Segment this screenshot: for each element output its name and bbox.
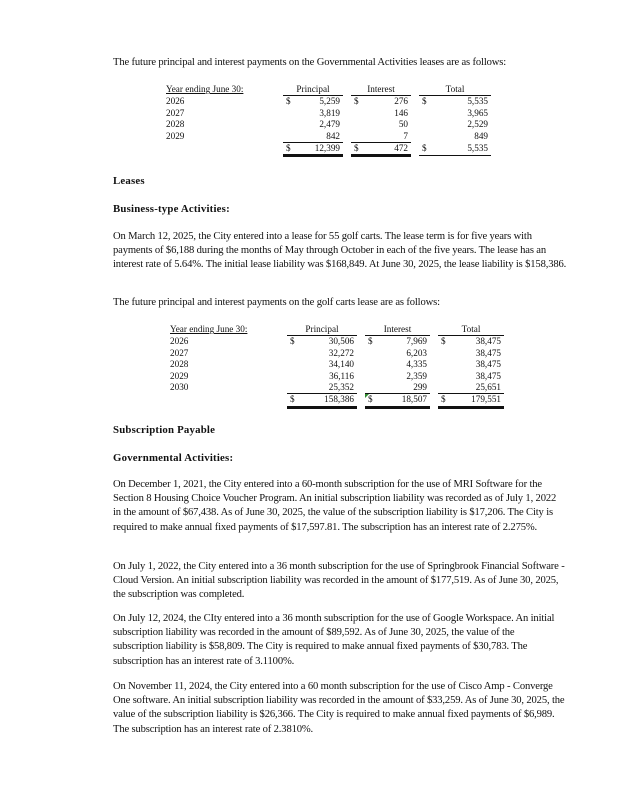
total-total: 5,535 xyxy=(467,143,488,154)
mri-subscription-paragraph: On December 1, 2021, the City entered into a 60-month subscription for the use of MRI Software for the Section 8 Housing Choice Voucher Program. An initial subscription liability was recorded as of July 1, 2022 in the amount of $67,438. As of June 30, 2025, the value of the subscription liability is $17,206. The City is required to make annual fixed payments of $17,597.81. The subscription has an interest rate of 2.275%. xyxy=(113,479,557,533)
principal-total: 12,399 xyxy=(314,143,340,154)
year-column-header: Year ending June 30: xyxy=(166,84,244,95)
interest-cell: 7,969 xyxy=(406,336,427,347)
golf-cart-lease-schedule-table xyxy=(170,324,504,409)
governmental-lease-schedule-table xyxy=(166,84,491,157)
section-heading-subscription-payable: Subscription Payable xyxy=(113,424,216,436)
year-cell: 2029 xyxy=(170,370,189,381)
table-row xyxy=(170,371,504,382)
table-row xyxy=(170,359,504,370)
interest-column-header: Interest xyxy=(351,84,411,96)
currency-symbol: $ xyxy=(422,143,427,154)
table-row xyxy=(166,119,491,130)
year-cell: 2028 xyxy=(166,119,185,130)
currency-symbol: $ xyxy=(368,336,373,347)
currency-symbol: $ xyxy=(422,96,427,107)
interest-cell: 7 xyxy=(351,131,411,143)
total-column-header: Total xyxy=(419,84,491,96)
interest-cell: 4,335 xyxy=(406,359,427,370)
interest-cell: 50 xyxy=(398,119,408,130)
total-column-header: Total xyxy=(438,324,504,336)
total-cell: 3,965 xyxy=(467,107,488,118)
table-header-row xyxy=(170,324,504,336)
interest-total-cell-with-error-flag xyxy=(365,394,430,407)
year-cell: 2026 xyxy=(170,336,189,347)
interest-total: 18,507 xyxy=(401,394,427,405)
total-cell: 38,475 xyxy=(475,347,501,358)
principal-cell: 25,352 xyxy=(287,382,357,394)
total-cell: 5,535 xyxy=(467,96,488,107)
currency-symbol: $ xyxy=(354,143,359,154)
total-cell: 38,475 xyxy=(475,370,501,381)
interest-cell: 276 xyxy=(394,96,408,107)
year-cell: 2027 xyxy=(166,107,185,118)
year-cell: 2026 xyxy=(166,96,185,107)
section-heading-leases: Leases xyxy=(113,175,145,187)
currency-symbol: $ xyxy=(441,336,446,347)
principal-cell: 5,259 xyxy=(319,96,340,107)
year-cell: 2029 xyxy=(166,130,185,141)
interest-total: 472 xyxy=(394,143,408,154)
table-row xyxy=(166,131,491,143)
principal-total: 158,386 xyxy=(324,394,354,405)
currency-symbol: $ xyxy=(368,394,373,405)
currency-symbol: $ xyxy=(286,96,291,107)
total-cell: 38,475 xyxy=(475,359,501,370)
currency-symbol: $ xyxy=(290,394,295,405)
principal-cell: 30,506 xyxy=(328,336,354,347)
year-column-header: Year ending June 30: xyxy=(170,324,248,335)
subheading-business-type-activities: Business-type Activities: xyxy=(113,203,230,215)
interest-cell: 299 xyxy=(365,382,430,394)
table-row xyxy=(166,96,491,108)
subheading-governmental-activities: Governmental Activities: xyxy=(113,452,234,464)
total-cell: 2,529 xyxy=(467,119,488,130)
google-workspace-subscription-paragraph: On July 12, 2024, the CIty entered into a 36 month subscription for the use of Google Workspace. An initial subscription liability was recorded in the amount of $89,592. As of June 30, 2025, the value of the subscription liability is $58,809. The City is required to make annual fixed payments of $30,783. The subscription has an interest rate of 3.1100%. xyxy=(113,613,555,667)
principal-cell: 2,479 xyxy=(319,119,340,130)
year-cell: 2027 xyxy=(170,347,189,358)
interest-cell: 6,203 xyxy=(406,347,427,358)
table-row xyxy=(166,108,491,119)
principal-cell: 842 xyxy=(283,131,343,143)
table-row xyxy=(170,336,504,348)
cisco-subscription-paragraph: On November 11, 2024, the City entered into a 60 month subscription for the use of Cisco Amp - Converge One software. An initial subscription liability was recorded in the amount of $33,259. As of June 30, 2025, the value of the subscription liability is $26,366. The City is required to make annual fixed payments of $6,989. The subscription has an interest rate of 2.3810%. xyxy=(113,681,565,735)
governmental-leases-intro: The future principal and interest payments on the Governmental Activities leases are as follows: xyxy=(113,57,507,68)
interest-column-header: Interest xyxy=(365,324,430,336)
year-cell: 2030 xyxy=(170,382,189,393)
interest-cell: 146 xyxy=(394,107,408,118)
table-row xyxy=(170,382,504,394)
principal-cell: 3,819 xyxy=(319,107,340,118)
principal-column-header: Principal xyxy=(283,84,343,96)
springbrook-subscription-paragraph: On July 1, 2022, the City entered into a 36 month subscription for the use of Springbrook Financial Software - Cloud Version. An initial subscription liability was recorded in the amount of $177,519. As of June 30, 2025, the subscription was completed. xyxy=(113,561,565,601)
total-cell: 849 xyxy=(474,130,488,141)
currency-symbol: $ xyxy=(286,143,291,154)
principal-cell: 34,140 xyxy=(328,359,354,370)
principal-cell: 32,272 xyxy=(328,347,354,358)
total-cell: 38,475 xyxy=(475,336,501,347)
principal-column-header: Principal xyxy=(287,324,357,336)
golf-cart-lease-paragraph: On March 12, 2025, the City entered into a lease for 55 golf carts. The lease term is for five years with payments of $6,188 during the months of May through October in each of the five years. The lease has an interest rate of 5.64%. The initial lease liability was $168,849. At June 30, 2025, the lease liability is $158,386. xyxy=(113,231,567,271)
table-total-row xyxy=(170,394,504,407)
currency-symbol: $ xyxy=(441,394,446,405)
table-row xyxy=(170,348,504,359)
total-total: 179,551 xyxy=(471,394,501,405)
golf-cart-lease-intro: The future principal and interest payments on the golf carts lease are as follows: xyxy=(113,297,440,308)
interest-cell: 2,359 xyxy=(406,370,427,381)
table-total-row xyxy=(166,143,491,156)
total-cell: 25,651 xyxy=(438,382,504,394)
currency-symbol: $ xyxy=(290,336,295,347)
currency-symbol: $ xyxy=(354,96,359,107)
year-cell: 2028 xyxy=(170,359,189,370)
principal-cell: 36,116 xyxy=(329,370,354,381)
table-header-row xyxy=(166,84,491,96)
